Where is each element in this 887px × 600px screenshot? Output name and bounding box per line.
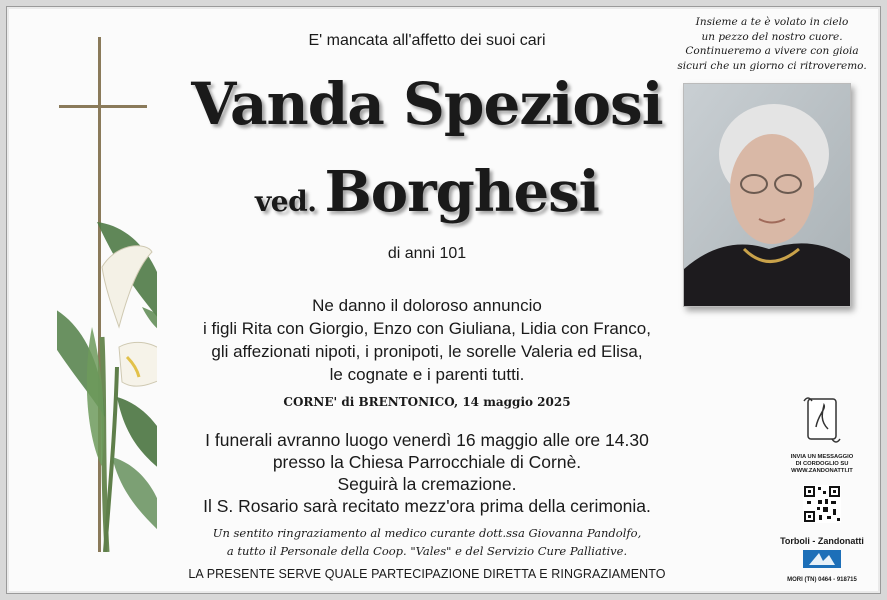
scroll-icon <box>800 395 844 445</box>
announcement <box>157 294 697 386</box>
agency-block <box>767 395 877 583</box>
qr-code-icon[interactable] <box>803 485 841 523</box>
cross-icon <box>57 37 157 552</box>
funeral-line: presso la Chiesa Parrocchiale di Cornè. <box>272 452 582 472</box>
poem-line: Continueremo a vivere con gioia <box>685 45 859 57</box>
agency-logo-icon <box>803 550 841 568</box>
deceased-first-names: Vanda Speziosi <box>191 70 663 138</box>
announce-line: Ne danno il doloroso annuncio <box>312 296 542 315</box>
agency-phone: MORI (TN) 0464 - 918715 <box>787 577 857 583</box>
funeral-line: Seguirà la cremazione. <box>337 474 517 494</box>
announce-line: gli affezionati nipoti, i pronipoti, le sorelle Valeria ed Elisa, <box>211 342 643 361</box>
thanks-line: a tutto il Personale della Coop. "Vales" e del Servizio Cure Palliative. <box>226 544 628 558</box>
place-date: CORNE' di BRENTONICO, 14 maggio 2025 <box>283 395 571 409</box>
portrait-photo <box>683 83 851 307</box>
ved-label: ved. <box>255 185 317 218</box>
footer-text: LA PRESENTE SERVE QUALE PARTECIPAZIONE DIRETTA E RINGRAZIAMENTO <box>188 567 666 581</box>
age-text: di anni 101 <box>387 245 467 262</box>
funeral-line: I funerali avranno luogo venerdì 16 maggio alle ore 14.30 <box>205 430 649 450</box>
deceased-surname: Borghesi <box>324 159 599 225</box>
funeral-info <box>157 429 697 517</box>
announce-line: le cognate e i parenti tutti. <box>329 365 525 384</box>
poem <box>667 15 877 73</box>
thanks-line: Un sentito ringraziamento al medico curante dott.ssa Giovanna Pandolfo, <box>212 526 642 540</box>
cta-line: DI CORDOGLIO SU <box>795 461 849 467</box>
funeral-line: Il S. Rosario sarà recitato mezz'ora prima della cerimonia. <box>203 496 651 516</box>
agency-name: Torboli - Zandonatti <box>780 536 864 546</box>
announce-line: i figli Rita con Giorgio, Enzo con Giuliana, Lidia con Franco, <box>203 319 651 338</box>
poem-line: sicuri che un giorno ci ritroveremo. <box>677 59 867 72</box>
poem-line: un pezzo del nostro cuore. <box>701 30 843 43</box>
obituary-sheet <box>6 6 881 594</box>
intro-text: E' mancata all'affetto dei suoi cari <box>308 32 546 49</box>
cta-line: INVIA UN MESSAGGIO <box>790 454 854 460</box>
cta-text <box>767 454 877 475</box>
cta-line: WWW.ZANDONATTI.IT <box>791 468 853 474</box>
poem-line: Insieme a te è volato in cielo <box>695 16 849 28</box>
deceased-surname-line <box>157 157 697 241</box>
thanks <box>157 524 697 560</box>
